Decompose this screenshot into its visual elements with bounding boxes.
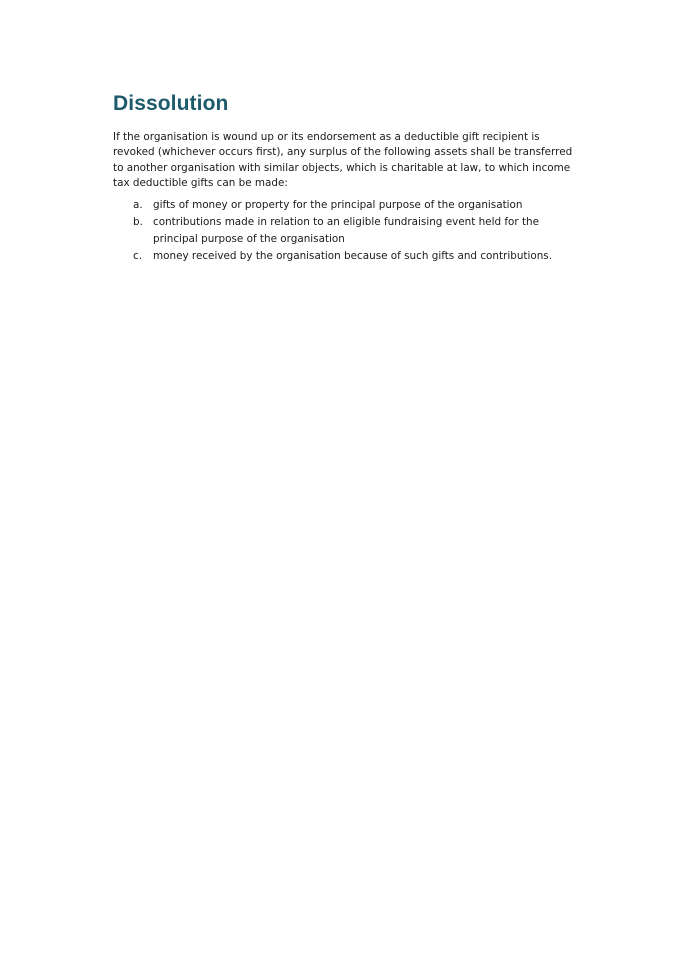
list-marker: c. xyxy=(133,250,143,262)
list-item xyxy=(113,214,583,248)
section-heading: Dissolution xyxy=(113,92,229,115)
list-item-text: money received by the organisation because of such gifts and contributions. xyxy=(153,250,553,262)
list-item-text: gifts of money or property for the principal purpose of the organisation xyxy=(153,199,523,211)
asset-list xyxy=(113,197,583,265)
list-item xyxy=(113,197,583,214)
body-paragraph: If the organisation is wound up or its endorsement as a deductible gift recipient is revoked (whichever occurs first), any surplus of the following assets shall be transferred to another organisation with similar objects, which is charitable at law, to which income tax deductible gifts can be made: xyxy=(113,131,573,190)
list-item-text: contributions made in relation to an eligible fundraising event held for the principal purpose of the organisation xyxy=(153,216,539,245)
list-marker: b. xyxy=(133,216,143,228)
list-marker: a. xyxy=(133,199,143,211)
list-item xyxy=(113,248,583,265)
